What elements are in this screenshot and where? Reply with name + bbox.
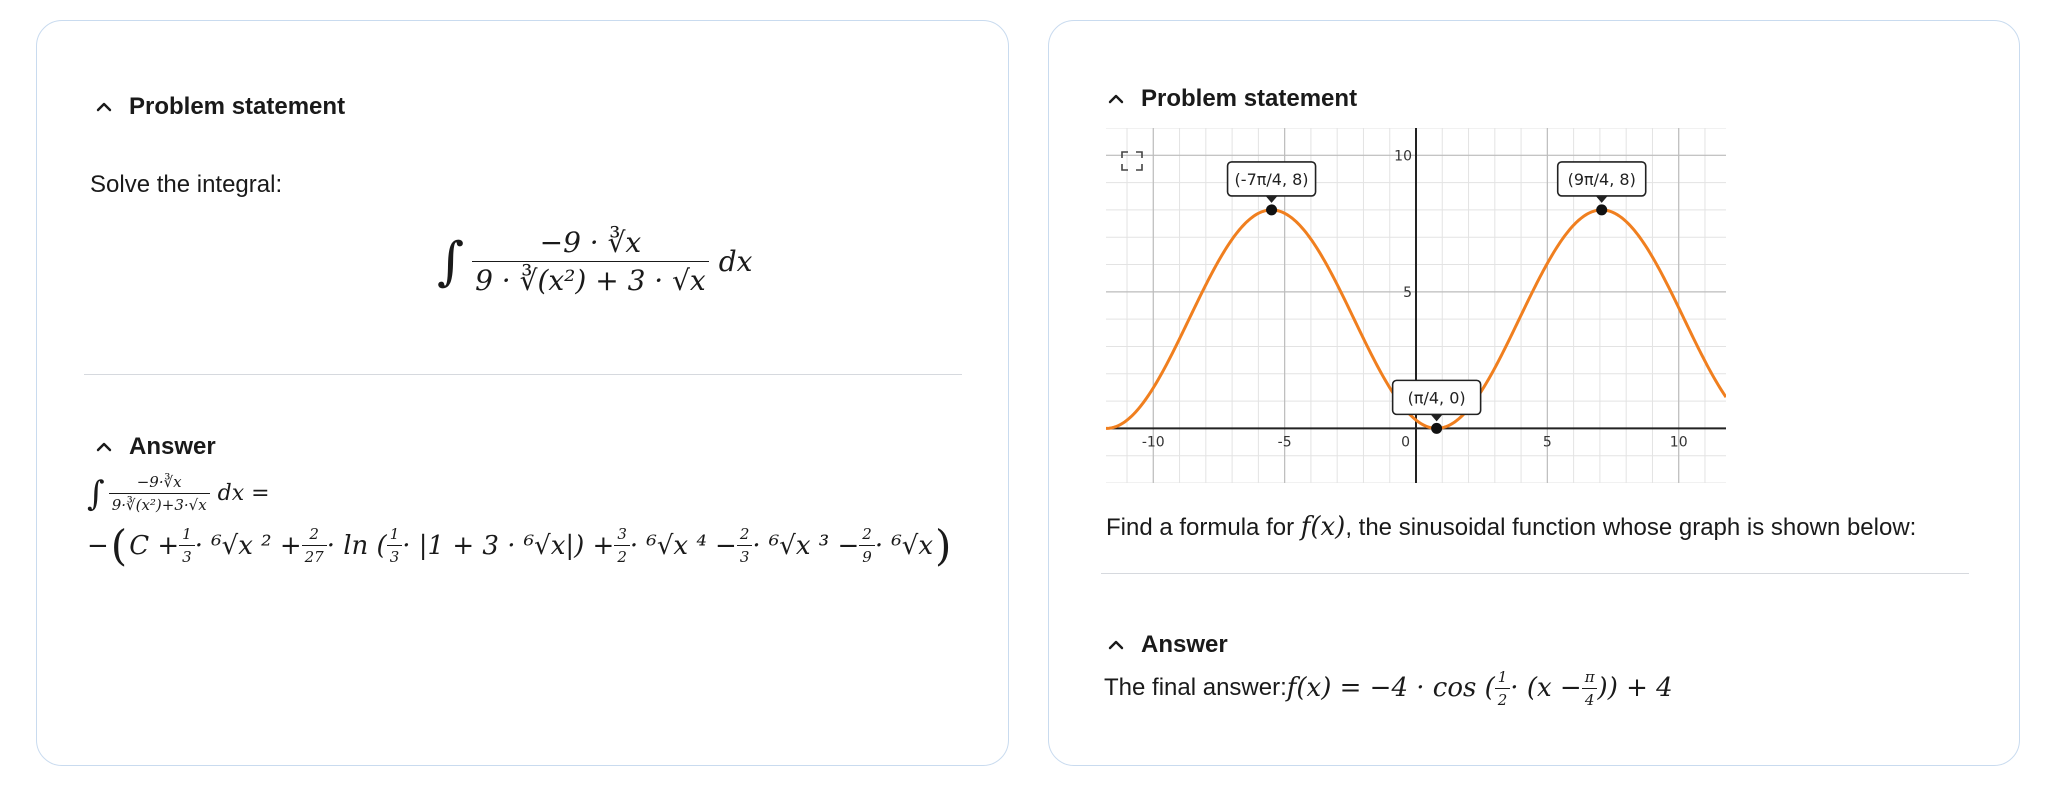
chevron-up-icon <box>1105 634 1127 656</box>
formula-lhs: f(x) = −4 · cos ( <box>1286 673 1495 703</box>
final-answer-formula <box>1287 668 1673 709</box>
prompt-before: Find a formula for <box>1106 514 1301 541</box>
answer-constant: C + <box>129 530 180 561</box>
answer-integral-sign: ∫ <box>87 473 105 514</box>
integral-differential: dx <box>718 245 753 278</box>
integrand-fraction <box>472 226 709 297</box>
integral-expression <box>437 226 752 297</box>
final-answer-prefix: The final answer: <box>1104 674 1287 701</box>
answer-line-2 <box>87 521 951 570</box>
chevron-up-icon <box>1105 88 1127 110</box>
x-tick-label: 5 <box>1542 434 1552 451</box>
frac-numerator: 3 <box>617 525 627 543</box>
frac-denominator: 4 <box>1582 688 1598 709</box>
section-divider <box>84 374 962 375</box>
problem-statement-toggle[interactable] <box>93 93 345 121</box>
answer-term-4: · ⁶√x ⁴ − <box>629 530 737 561</box>
point-marker <box>1431 423 1442 434</box>
answer-term-6: · ⁶√x <box>874 530 934 561</box>
answer-frac-2 <box>302 525 327 566</box>
answer-term-2: · ln ( <box>326 530 387 561</box>
integral-problem-card <box>36 20 1009 766</box>
x-tick-label: -5 <box>1277 434 1292 451</box>
frac-numerator: 1 <box>182 525 192 543</box>
frac-numerator: 1 <box>389 525 400 543</box>
sinusoid-problem-card <box>1048 20 2020 766</box>
answer-close-paren: ) <box>935 521 952 570</box>
final-answer <box>1104 663 1673 713</box>
answer-integrand-numerator: −9·∛x <box>136 473 182 491</box>
integrand-denominator: 9 · ∛(x²) + 3 · √x <box>472 261 709 297</box>
answer-frac-5 <box>737 525 753 566</box>
point-label-text: (π/4, 0) <box>1407 388 1466 408</box>
point-label-text: (9π/4, 8) <box>1567 169 1636 189</box>
answer-frac-1 <box>179 525 195 566</box>
answer-frac-4 <box>614 525 630 566</box>
formula-half <box>1495 668 1511 709</box>
integral-sign: ∫ <box>437 231 465 292</box>
frac-numerator: 2 <box>309 525 319 543</box>
point-marker <box>1596 204 1607 215</box>
answer-term-1: · ⁶√x ² + <box>194 530 302 561</box>
frac-denominator: 27 <box>302 545 327 566</box>
problem-prompt: Solve the integral: <box>90 171 283 198</box>
chevron-up-icon <box>93 436 115 458</box>
x-tick-label: -10 <box>1141 434 1165 451</box>
formula-tail: )) + 4 <box>1597 673 1673 703</box>
answer-lead-sign: − <box>87 530 109 561</box>
problem-statement-title: Problem statement <box>129 93 346 120</box>
answer-open-paren: ( <box>110 521 128 570</box>
answer-integrand-denominator: 9·∛(x²)+3·√x <box>109 493 210 514</box>
answer-integral-tail: dx = <box>217 481 270 506</box>
frac-denominator: 3 <box>387 545 403 566</box>
answer-title: Answer <box>1141 631 1228 658</box>
problem-statement-title: Problem statement <box>1141 85 1358 112</box>
formula-pi-over-4 <box>1582 668 1598 709</box>
frac-numerator: 1 <box>1497 667 1508 686</box>
answer-term-3: · |1 + 3 · ⁶√x|) + <box>402 530 615 561</box>
sinusoid-graph[interactable] <box>1106 128 1726 483</box>
frac-denominator: 3 <box>737 545 753 566</box>
integrand-numerator: −9 · ∛x <box>539 226 642 259</box>
x-tick-label: 10 <box>1669 434 1688 451</box>
frac-numerator: 2 <box>862 525 872 543</box>
problem-statement-toggle[interactable] <box>1105 85 1357 113</box>
answer-line-1 <box>87 473 270 514</box>
formula-mid: · (x − <box>1510 673 1582 703</box>
frac-denominator: 2 <box>1495 688 1511 709</box>
answer-toggle[interactable] <box>1105 631 1228 659</box>
frac-denominator: 2 <box>614 545 630 566</box>
frac-denominator: 3 <box>179 545 195 566</box>
frac-numerator: π <box>1584 667 1595 686</box>
answer-term-5: · ⁶√x ³ − <box>752 530 860 561</box>
origin-label: 0 <box>1401 434 1410 451</box>
prompt-function: f(x) <box>1300 512 1346 542</box>
answer-frac-6 <box>859 525 875 566</box>
sinusoid-prompt <box>1106 512 1916 542</box>
y-tick-label: 5 <box>1403 284 1412 301</box>
answer-toggle[interactable] <box>93 433 216 461</box>
section-divider <box>1101 573 1969 574</box>
point-marker <box>1266 204 1277 215</box>
frac-numerator: 2 <box>739 525 750 543</box>
prompt-after: , the sinusoidal function whose graph is shown below: <box>1345 514 1917 541</box>
y-tick-label: 10 <box>1394 148 1412 165</box>
answer-frac-3 <box>387 525 403 566</box>
answer-title: Answer <box>129 433 216 460</box>
frac-denominator: 9 <box>859 545 875 566</box>
answer-integrand <box>109 473 210 514</box>
chevron-up-icon <box>93 96 115 118</box>
point-label-text: (-7π/4, 8) <box>1234 169 1309 189</box>
